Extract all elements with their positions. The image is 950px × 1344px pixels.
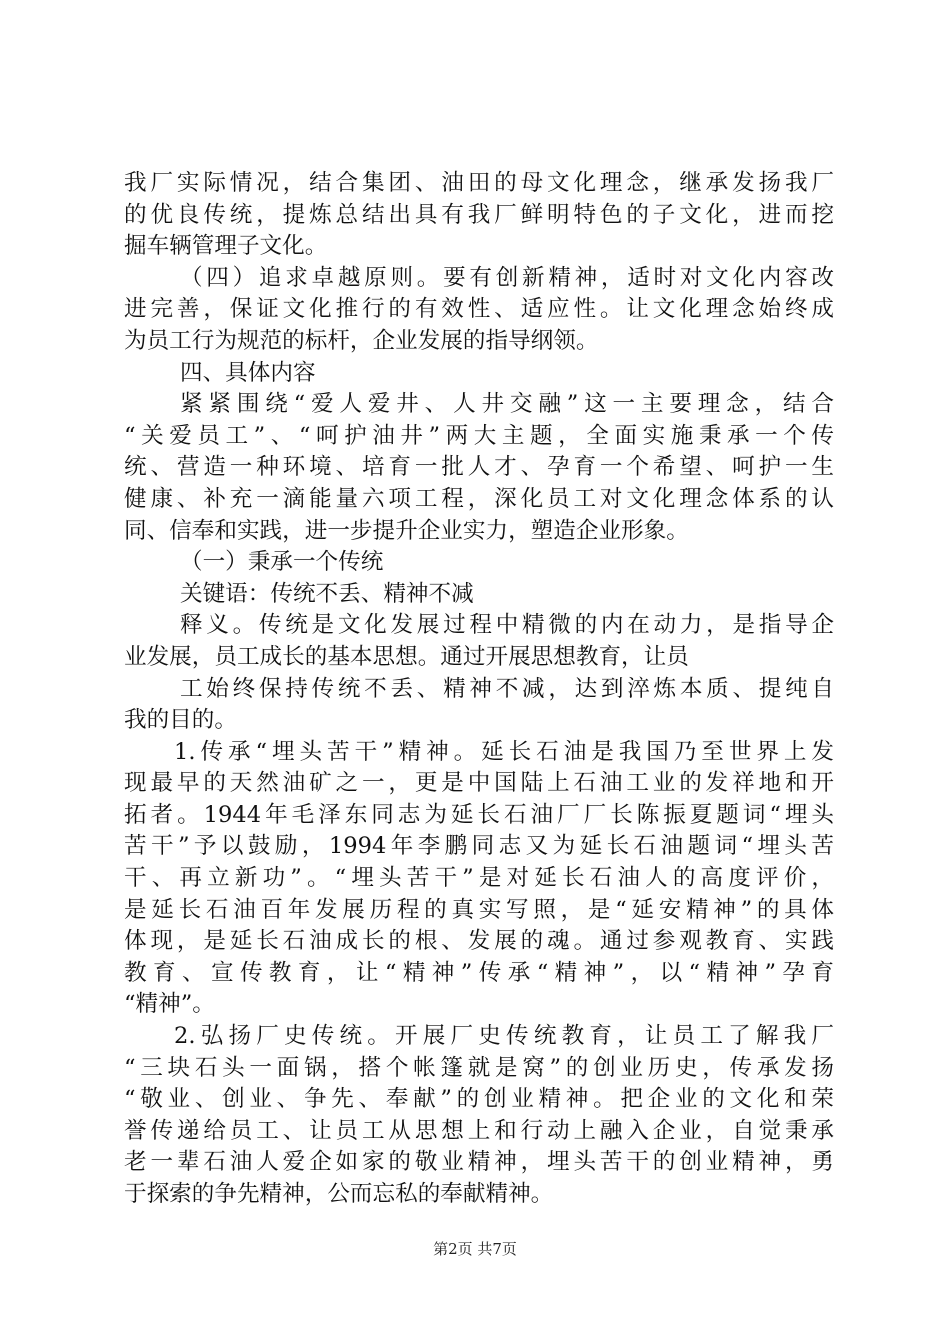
text-line: 誉传递给员工、让员工从思想上和行动上融入企业，自觉秉承 xyxy=(124,1117,834,1144)
text-line: 老一辈石油人爱企如家的敬业精神，埋头苦干的创业精神，勇 xyxy=(124,1149,834,1176)
text-line: 释义。传统是文化发展过程中精微的内在动力，是指导企 xyxy=(180,612,834,639)
text-line: 业发展，员工成长的基本思想。通过开展思想教育，让员 xyxy=(124,643,689,670)
subsection-heading-one: （一）秉承一个传统 xyxy=(180,549,384,576)
text-line: 于探索的争先精神，公而忘私的奉献精神。 xyxy=(124,1181,554,1207)
text-line: 紧紧围绕“爱人爱井、人井交融”这一主要理念，结合 xyxy=(180,391,834,418)
text-line: 体现，是延长石油成长的根、发展的魂。通过参观教育、实践 xyxy=(124,928,834,955)
text-line: 干、再立新功”。“埋头苦干”是对延长石油人的高度评价， xyxy=(124,865,834,892)
document-body xyxy=(124,168,834,1211)
text-line: 教育、宣传教育，让“精神”传承“精神”，以“精神”孕育 xyxy=(124,959,834,986)
text-line: 苦干”予以鼓励，1994年李鹏同志又为延长石油题词“埋头苦 xyxy=(124,833,834,860)
text-line: 我的目的。 xyxy=(124,707,237,734)
text-line: 拓者。1944年毛泽东同志为延长石油厂厂长陈振夏题词“埋头 xyxy=(124,801,834,828)
text-line: 工始终保持传统不丢、精神不减，达到淬炼本质、提纯自 xyxy=(180,675,834,702)
text-line: 现最早的天然油矿之一，更是中国陆上石油工业的发祥地和开 xyxy=(124,770,834,797)
section-heading-four: （四）追求卓越原则。要有创新精神，适时对文化内容改 xyxy=(180,264,834,291)
keywords-line: 关键语：传统不丢、精神不减 xyxy=(180,580,474,607)
text-line: 统、营造一种环境、培育一批人才、孕育一个希望、呵护一生 xyxy=(124,454,834,481)
text-line: 进完善，保证文化推行的有效性、适应性。让文化理念始终成 xyxy=(124,296,834,323)
text-line: 为员工行为规范的标杆，企业发展的指导纲领。 xyxy=(124,327,599,354)
text-line: 我厂实际情况，结合集团、油田的母文化理念，继承发扬我厂 xyxy=(124,170,834,196)
text-line: “敬业、创业、争先、奉献”的创业精神。把企业的文化和荣 xyxy=(124,1086,834,1113)
text-line: 是延长石油百年发展历程的真实写照，是“延安精神”的具体 xyxy=(124,896,834,923)
numbered-item-1: 1.传承“埋头苦干”精神。延长石油是我国乃至世界上发 xyxy=(174,738,834,765)
page-number-footer: 第2页 共7页 xyxy=(433,1240,517,1258)
text-line: 同、信奉和实践，进一步提升企业实力，塑造企业形象。 xyxy=(124,517,689,544)
section-heading-content: 四、具体内容 xyxy=(180,359,316,386)
numbered-item-2: 2.弘扬厂史传统。开展厂史传统教育，让员工了解我厂 xyxy=(174,1023,834,1050)
text-line: 掘车辆管理子文化。 xyxy=(124,233,328,260)
text-line: “三块石头一面锅，搭个帐篷就是窝”的创业历史，传承发扬 xyxy=(124,1054,834,1081)
text-line: “精神”。 xyxy=(124,991,215,1018)
text-line: “关爱员工”、“呵护油井”两大主题，全面实施秉承一个传 xyxy=(124,422,834,449)
text-line: 的优良传统，提炼总结出具有我厂鲜明特色的子文化，进而挖 xyxy=(124,201,834,228)
text-line: 健康、补充一滴能量六项工程，深化员工对文化理念体系的认 xyxy=(124,485,834,512)
